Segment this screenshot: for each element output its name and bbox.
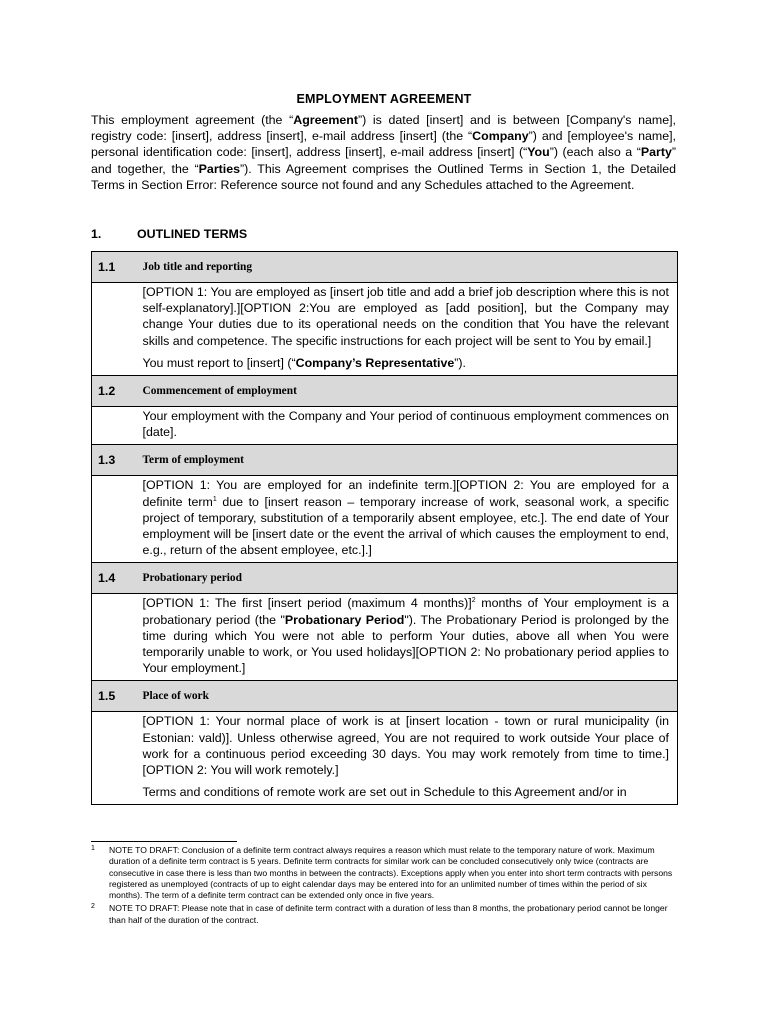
term-label: Commencement of employment xyxy=(143,376,678,407)
term-paragraph: [OPTION 1: Your normal place of work is at [insert location - town or rural municipality (in Estonian: vald)]. Unless otherwise agreed, You are not required to work outside Your place of work for a continuous period exceeding 30 days. You may work remotely from time to time.][OPTION 2: You will work remotely.] xyxy=(142,714,669,778)
defined-term-company: Company xyxy=(472,129,529,144)
outlined-terms-table xyxy=(91,251,678,805)
term-number: 1.2 xyxy=(92,376,143,407)
footnote-mark: 2 xyxy=(91,903,95,911)
defined-term-probationary-period: Probationary Period xyxy=(284,612,405,627)
document-title: EMPLOYMENT AGREEMENT xyxy=(296,92,472,106)
term-paragraph: Your employment with the Company and Your period of continuous employment commences on [date]. xyxy=(142,409,669,440)
footnote-separator xyxy=(91,841,237,842)
term-paragraph: Terms and conditions of remote work are set out in Schedule to this Agreement and/or in xyxy=(142,785,627,800)
section-title: OUTLINED TERMS xyxy=(137,227,248,241)
term-number: 1.4 xyxy=(92,563,143,594)
footnote xyxy=(91,903,677,926)
term-number: 1.1 xyxy=(92,252,143,283)
term-header-row xyxy=(92,445,678,476)
term-header-row xyxy=(92,681,678,712)
defined-term-you: You xyxy=(527,145,550,160)
footnote-reference[interactable]: 2 xyxy=(471,597,476,605)
term-label: Job title and reporting xyxy=(143,252,678,283)
defined-term-parties: Parties xyxy=(198,161,241,176)
term-content xyxy=(143,283,678,376)
intro-paragraph: This employment agreement (the “Agreement”) is dated [insert] and is between [Company's name], registry code: [insert], address [insert], e-mail address [insert] (the “Company”) and [employee's name], personal identification code: [insert], address [insert], e-mail address [insert] (“You”) (each also a “Party” and together, the “Parties”). This Agreement comprises the Outlined Terms in Section 1, the Detailed Terms in Section Error: Reference source not found and any Schedules attached to the Agreement. xyxy=(91,113,677,192)
section-heading xyxy=(91,227,247,241)
footnote-text: NOTE TO DRAFT: Conclusion of a definite term contract always requires a reason which must relate to the temporary nature of work. Maximum duration of a definite term contract is 5 years. Definite term contracts for similar work can be concluded consecutively only twice (contracts are consecutive in case there is less than two months in between the contracts). Exceptions apply when you enter into short term contracts with persons registered as unemployed (contracts of up to eight calendar days may be entered into for an unlimited number of times within the period of six months). The term of a definite term contract can be extended only once in five years. xyxy=(109,845,673,901)
term-body-row xyxy=(92,476,678,563)
term-label: Term of employment xyxy=(143,445,678,476)
footnote-reference[interactable]: 1 xyxy=(212,495,217,503)
term-paragraph: You must report to [insert] (“Company’s Representative”). xyxy=(142,355,466,370)
term-body-row xyxy=(92,712,678,805)
defined-term-company-representative: Company’s Representative xyxy=(295,355,455,370)
section-number: 1. xyxy=(91,227,102,241)
term-header-row xyxy=(92,252,678,283)
term-content xyxy=(143,594,678,681)
term-body-row xyxy=(92,594,678,681)
term-content xyxy=(143,712,678,805)
term-label: Probationary period xyxy=(143,563,678,594)
defined-term-party: Party xyxy=(640,145,672,160)
term-content xyxy=(143,407,678,445)
footnotes xyxy=(91,845,677,928)
defined-term-agreement: Agreement xyxy=(293,113,358,127)
term-paragraph: [OPTION 1: You are employed as [insert job title and add a brief job description where this is not self-explanatory].][OPTION 2:You are employed as [add position], but the Company may change Your duties due to its operational needs on the condition that You have the relevant skills and competence. The specific instructions for each project will be sent to You by email.] xyxy=(142,285,669,348)
footnote-text: NOTE TO DRAFT: Please note that in case of definite term contract with a duration of less than 8 months, the probationary period cannot be longer than half of the duration of the contract. xyxy=(109,903,668,925)
term-header-row xyxy=(92,376,678,407)
term-label: Place of work xyxy=(143,681,678,712)
term-number: 1.3 xyxy=(92,445,143,476)
term-header-row xyxy=(92,563,678,594)
footnote-mark: 1 xyxy=(91,845,95,852)
term-content xyxy=(143,476,678,563)
term-body-row xyxy=(92,407,678,445)
term-number: 1.5 xyxy=(92,681,143,712)
term-paragraph: [OPTION 1: The first [insert period (maximum 4 months)]$^2$ months of Your employment is a probationary period (the "Probationary Period"). The Probationary Period is prolonged by the time during which You were not able to perform Your duties, above all when You were temporarily unable to work, or You used holidays][OPTION 2: No probationary period applies to Your employment.] xyxy=(142,596,669,676)
term-body-row xyxy=(92,283,678,376)
term-paragraph: [OPTION 1: You are employed for an indefinite term.][OPTION 2: You are employed for a definite term$^1$ due to [insert reason – temporary increase of work, seasonal work, a specific project of temporary, substitution of a temporarily absent employee, etc.]. The end date of Your employment will be [insert date or the event the arrival of which causes the employment to end, e.g., return of the absent employee, etc.].] xyxy=(142,478,670,558)
footnote xyxy=(91,845,677,901)
